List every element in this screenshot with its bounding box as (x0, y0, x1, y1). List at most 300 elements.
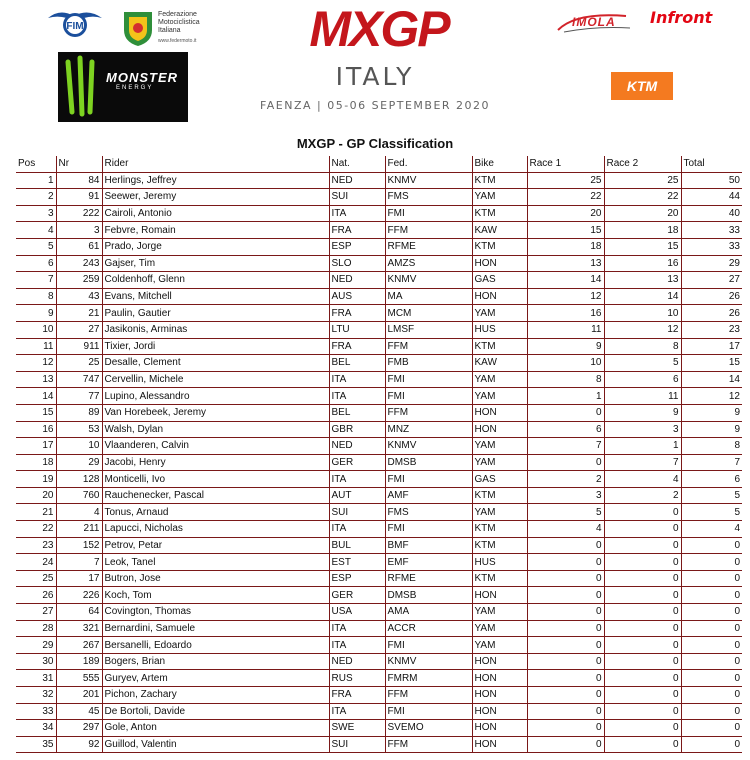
cell-bike: YAM (472, 305, 527, 322)
cell-fed: FFM (385, 404, 472, 421)
cell-nr: 91 (56, 189, 102, 206)
cell-rider: Covington, Thomas (102, 604, 329, 621)
cell-total: 5 (681, 504, 742, 521)
cell-nat: SUI (329, 736, 385, 753)
cell-race1: 0 (527, 703, 604, 720)
cell-race2: 0 (604, 637, 681, 654)
cell-nr: 297 (56, 720, 102, 737)
cell-race2: 0 (604, 504, 681, 521)
cell-race1: 0 (527, 670, 604, 687)
mxgp-logo-text: MXGP (309, 2, 449, 54)
cell-rider: Lapucci, Nicholas (102, 521, 329, 538)
cell-race2: 15 (604, 238, 681, 255)
cell-rider: Van Horebeek, Jeremy (102, 404, 329, 421)
cell-nat: FRA (329, 222, 385, 239)
table-row (16, 371, 742, 388)
cell-bike: YAM (472, 504, 527, 521)
cell-bike: YAM (472, 454, 527, 471)
table-row (16, 438, 742, 455)
cell-pos: 29 (16, 637, 56, 654)
cell-nat: ITA (329, 471, 385, 488)
cell-total: 9 (681, 404, 742, 421)
cell-race1: 2 (527, 471, 604, 488)
cell-total: 23 (681, 321, 742, 338)
cell-total: 9 (681, 421, 742, 438)
cell-nr: 25 (56, 355, 102, 372)
cell-race1: 13 (527, 255, 604, 272)
cell-fed: FMI (385, 637, 472, 654)
cell-race2: 6 (604, 371, 681, 388)
event-country: ITALY (335, 62, 415, 91)
table-row (16, 388, 742, 405)
cell-total: 29 (681, 255, 742, 272)
cell-rider: Jasikonis, Arminas (102, 321, 329, 338)
cell-race2: 0 (604, 653, 681, 670)
cell-nr: 43 (56, 288, 102, 305)
table-row (16, 736, 742, 753)
cell-pos: 12 (16, 355, 56, 372)
cell-bike: KTM (472, 238, 527, 255)
cell-total: 8 (681, 438, 742, 455)
cell-nat: FRA (329, 305, 385, 322)
cell-nat: NED (329, 653, 385, 670)
header-bike: Bike (472, 156, 527, 172)
cell-race1: 0 (527, 554, 604, 571)
cell-bike: HON (472, 404, 527, 421)
table-row (16, 471, 742, 488)
cell-total: 4 (681, 521, 742, 538)
cell-race1: 0 (527, 454, 604, 471)
cell-race2: 0 (604, 604, 681, 621)
monster-logo-text: MONSTER (106, 70, 178, 85)
cell-race2: 5 (604, 355, 681, 372)
cell-total: 0 (681, 587, 742, 604)
cell-fed: EMF (385, 554, 472, 571)
cell-rider: Tixier, Jordi (102, 338, 329, 355)
cell-nat: BUL (329, 537, 385, 554)
cell-pos: 31 (16, 670, 56, 687)
cell-race2: 3 (604, 421, 681, 438)
table-row (16, 670, 742, 687)
cell-race1: 0 (527, 604, 604, 621)
cell-fed: RFME (385, 570, 472, 587)
cell-race1: 0 (527, 720, 604, 737)
cell-fed: AMA (385, 604, 472, 621)
table-row (16, 537, 742, 554)
cell-fed: AMZS (385, 255, 472, 272)
table-row (16, 521, 742, 538)
cell-nr: 321 (56, 620, 102, 637)
cell-race1: 5 (527, 504, 604, 521)
cell-bike: HON (472, 421, 527, 438)
cell-nat: ITA (329, 637, 385, 654)
cell-total: 7 (681, 454, 742, 471)
cell-bike: YAM (472, 371, 527, 388)
cell-total: 0 (681, 604, 742, 621)
cell-fed: FMS (385, 504, 472, 521)
cell-bike: KTM (472, 570, 527, 587)
table-row (16, 421, 742, 438)
cell-fed: RFME (385, 238, 472, 255)
cell-nat: NED (329, 272, 385, 289)
cell-nr: 201 (56, 687, 102, 704)
cell-bike: HON (472, 653, 527, 670)
cell-rider: Desalle, Clement (102, 355, 329, 372)
cell-nat: USA (329, 604, 385, 621)
cell-race1: 14 (527, 272, 604, 289)
cell-total: 5 (681, 487, 742, 504)
cell-bike: KTM (472, 205, 527, 222)
cell-bike: HUS (472, 554, 527, 571)
cell-nat: ITA (329, 620, 385, 637)
cell-nr: 7 (56, 554, 102, 571)
cell-pos: 10 (16, 321, 56, 338)
cell-bike: KTM (472, 521, 527, 538)
cell-total: 0 (681, 537, 742, 554)
cell-rider: Pichon, Zachary (102, 687, 329, 704)
header-fed: Fed. (385, 156, 472, 172)
table-row (16, 338, 742, 355)
cell-race2: 1 (604, 438, 681, 455)
cell-bike: YAM (472, 438, 527, 455)
cell-race2: 4 (604, 471, 681, 488)
table-row (16, 703, 742, 720)
table-row (16, 687, 742, 704)
cell-race1: 4 (527, 521, 604, 538)
cell-nat: LTU (329, 321, 385, 338)
cell-total: 0 (681, 570, 742, 587)
cell-nr: 64 (56, 604, 102, 621)
cell-race1: 18 (527, 238, 604, 255)
table-row (16, 653, 742, 670)
cell-fed: MNZ (385, 421, 472, 438)
cell-total: 40 (681, 205, 742, 222)
cell-total: 33 (681, 238, 742, 255)
cell-nr: 226 (56, 587, 102, 604)
cell-fed: FMI (385, 388, 472, 405)
cell-bike: YAM (472, 189, 527, 206)
cell-fed: FMRM (385, 670, 472, 687)
table-row (16, 720, 742, 737)
cell-bike: YAM (472, 620, 527, 637)
cell-nat: GER (329, 454, 385, 471)
table-row (16, 305, 742, 322)
cell-rider: Vlaanderen, Calvin (102, 438, 329, 455)
header-rider: Rider (102, 156, 329, 172)
cell-nr: 92 (56, 736, 102, 753)
cell-race1: 20 (527, 205, 604, 222)
imola-logo (556, 10, 632, 34)
cell-bike: GAS (472, 471, 527, 488)
cell-fed: ACCR (385, 620, 472, 637)
cell-bike: HON (472, 720, 527, 737)
cell-nr: 4 (56, 504, 102, 521)
cell-race2: 11 (604, 388, 681, 405)
cell-race1: 0 (527, 620, 604, 637)
cell-race1: 0 (527, 637, 604, 654)
cell-nr: 10 (56, 438, 102, 455)
cell-nr: 747 (56, 371, 102, 388)
cell-bike: KTM (472, 338, 527, 355)
cell-fed: FMI (385, 703, 472, 720)
cell-race1: 22 (527, 189, 604, 206)
cell-fed: FMI (385, 471, 472, 488)
cell-race1: 25 (527, 172, 604, 189)
cell-nr: 3 (56, 222, 102, 239)
cell-bike: KAW (472, 355, 527, 372)
table-row (16, 620, 742, 637)
cell-fed: KNMV (385, 438, 472, 455)
cell-pos: 34 (16, 720, 56, 737)
cell-pos: 23 (16, 537, 56, 554)
cell-race1: 0 (527, 736, 604, 753)
cell-pos: 9 (16, 305, 56, 322)
cell-nat: GBR (329, 421, 385, 438)
cell-rider: Cairoli, Antonio (102, 205, 329, 222)
cell-race1: 16 (527, 305, 604, 322)
cell-bike: KTM (472, 487, 527, 504)
cell-nr: 29 (56, 454, 102, 471)
cell-pos: 28 (16, 620, 56, 637)
cell-total: 14 (681, 371, 742, 388)
cell-rider: Guillod, Valentin (102, 736, 329, 753)
cell-nat: RUS (329, 670, 385, 687)
cell-rider: Seewer, Jeremy (102, 189, 329, 206)
cell-race2: 16 (604, 255, 681, 272)
cell-race1: 8 (527, 371, 604, 388)
cell-nr: 211 (56, 521, 102, 538)
cell-race2: 18 (604, 222, 681, 239)
cell-bike: YAM (472, 604, 527, 621)
cell-total: 17 (681, 338, 742, 355)
cell-rider: Bersanelli, Edoardo (102, 637, 329, 654)
table-row (16, 222, 742, 239)
cell-pos: 7 (16, 272, 56, 289)
cell-nr: 61 (56, 238, 102, 255)
table-header-row (16, 156, 742, 172)
cell-fed: AMF (385, 487, 472, 504)
header-race2: Race 2 (604, 156, 681, 172)
cell-total: 6 (681, 471, 742, 488)
classification-title: MXGP - GP Classification (296, 136, 454, 151)
cell-rider: De Bortoli, Davide (102, 703, 329, 720)
cell-total: 0 (681, 554, 742, 571)
cell-pos: 32 (16, 687, 56, 704)
cell-nr: 267 (56, 637, 102, 654)
cell-bike: HON (472, 255, 527, 272)
cell-nr: 53 (56, 421, 102, 438)
cell-rider: Leok, Tanel (102, 554, 329, 571)
cell-total: 0 (681, 637, 742, 654)
cell-race1: 1 (527, 388, 604, 405)
header-total: Total (681, 156, 742, 172)
cell-nat: ITA (329, 703, 385, 720)
cell-bike: KTM (472, 537, 527, 554)
cell-total: 50 (681, 172, 742, 189)
cell-pos: 22 (16, 521, 56, 538)
cell-pos: 13 (16, 371, 56, 388)
cell-nat: GER (329, 587, 385, 604)
cell-rider: Cervellin, Michele (102, 371, 329, 388)
table-row (16, 404, 742, 421)
cell-total: 0 (681, 670, 742, 687)
mxgp-logo (284, 2, 474, 54)
table-row (16, 554, 742, 571)
cell-fed: KNMV (385, 172, 472, 189)
cell-pos: 16 (16, 421, 56, 438)
cell-pos: 11 (16, 338, 56, 355)
monster-energy-logo (58, 52, 188, 122)
cell-race2: 7 (604, 454, 681, 471)
infront-logo: Infront (650, 8, 713, 27)
header (0, 0, 750, 128)
cell-total: 44 (681, 189, 742, 206)
cell-rider: Paulin, Gautier (102, 305, 329, 322)
header-race1: Race 1 (527, 156, 604, 172)
cell-nr: 89 (56, 404, 102, 421)
cell-total: 0 (681, 736, 742, 753)
cell-nat: ESP (329, 570, 385, 587)
cell-rider: Gole, Anton (102, 720, 329, 737)
table-row (16, 604, 742, 621)
cell-fed: FFM (385, 222, 472, 239)
cell-pos: 35 (16, 736, 56, 753)
cell-bike: GAS (472, 272, 527, 289)
cell-pos: 14 (16, 388, 56, 405)
cell-nr: 21 (56, 305, 102, 322)
cell-rider: Evans, Mitchell (102, 288, 329, 305)
fim-logo-text: FIM (66, 21, 84, 32)
cell-pos: 26 (16, 587, 56, 604)
cell-rider: Koch, Tom (102, 587, 329, 604)
cell-fed: MCM (385, 305, 472, 322)
cell-pos: 3 (16, 205, 56, 222)
cell-nr: 555 (56, 670, 102, 687)
table-row (16, 272, 742, 289)
cell-pos: 1 (16, 172, 56, 189)
fmi-logo-text: Federazione Motociclistica Italiana (158, 11, 200, 34)
ktm-logo-text: KTM (626, 78, 658, 94)
cell-fed: KNMV (385, 653, 472, 670)
cell-pos: 33 (16, 703, 56, 720)
header-nat: Nat. (329, 156, 385, 172)
cell-total: 26 (681, 288, 742, 305)
cell-fed: FMS (385, 189, 472, 206)
cell-race2: 20 (604, 205, 681, 222)
cell-rider: Butron, Jose (102, 570, 329, 587)
cell-nat: NED (329, 438, 385, 455)
cell-rider: Tonus, Arnaud (102, 504, 329, 521)
cell-nr: 259 (56, 272, 102, 289)
cell-rider: Guryev, Artem (102, 670, 329, 687)
header-pos: Pos (16, 156, 56, 172)
cell-nat: ITA (329, 388, 385, 405)
header-nr: Nr (56, 156, 102, 172)
cell-bike: HON (472, 587, 527, 604)
cell-race1: 9 (527, 338, 604, 355)
cell-bike: YAM (472, 388, 527, 405)
cell-pos: 5 (16, 238, 56, 255)
cell-fed: FMI (385, 205, 472, 222)
cell-rider: Walsh, Dylan (102, 421, 329, 438)
cell-rider: Herlings, Jeffrey (102, 172, 329, 189)
cell-bike: HON (472, 687, 527, 704)
cell-race1: 0 (527, 653, 604, 670)
cell-pos: 17 (16, 438, 56, 455)
cell-bike: YAM (472, 637, 527, 654)
table-row (16, 504, 742, 521)
cell-fed: FFM (385, 736, 472, 753)
cell-rider: Febvre, Romain (102, 222, 329, 239)
cell-rider: Prado, Jorge (102, 238, 329, 255)
cell-nr: 243 (56, 255, 102, 272)
cell-nr: 84 (56, 172, 102, 189)
table-row (16, 487, 742, 504)
cell-nat: SUI (329, 189, 385, 206)
table-row (16, 288, 742, 305)
cell-race1: 11 (527, 321, 604, 338)
cell-race2: 0 (604, 554, 681, 571)
cell-race2: 0 (604, 703, 681, 720)
cell-race1: 7 (527, 438, 604, 455)
cell-race1: 0 (527, 570, 604, 587)
table-row (16, 570, 742, 587)
cell-race2: 0 (604, 521, 681, 538)
cell-pos: 21 (16, 504, 56, 521)
cell-pos: 15 (16, 404, 56, 421)
cell-nat: EST (329, 554, 385, 571)
table-row (16, 587, 742, 604)
cell-race2: 13 (604, 272, 681, 289)
cell-race1: 0 (527, 587, 604, 604)
cell-fed: FMI (385, 371, 472, 388)
cell-race2: 10 (604, 305, 681, 322)
cell-pos: 6 (16, 255, 56, 272)
cell-pos: 24 (16, 554, 56, 571)
cell-nat: AUS (329, 288, 385, 305)
cell-race2: 0 (604, 687, 681, 704)
cell-rider: Lupino, Alessandro (102, 388, 329, 405)
cell-nr: 222 (56, 205, 102, 222)
cell-nr: 189 (56, 653, 102, 670)
cell-rider: Petrov, Petar (102, 537, 329, 554)
cell-race2: 0 (604, 736, 681, 753)
cell-nat: BEL (329, 355, 385, 372)
cell-race1: 10 (527, 355, 604, 372)
cell-bike: HON (472, 670, 527, 687)
cell-total: 26 (681, 305, 742, 322)
fim-logo (46, 8, 104, 38)
cell-rider: Jacobi, Henry (102, 454, 329, 471)
cell-race1: 12 (527, 288, 604, 305)
cell-fed: MA (385, 288, 472, 305)
cell-fed: FFM (385, 687, 472, 704)
cell-nat: ITA (329, 371, 385, 388)
cell-fed: BMF (385, 537, 472, 554)
cell-bike: KTM (472, 172, 527, 189)
table-row (16, 255, 742, 272)
cell-total: 0 (681, 653, 742, 670)
cell-total: 15 (681, 355, 742, 372)
cell-race2: 8 (604, 338, 681, 355)
cell-total: 27 (681, 272, 742, 289)
cell-bike: HON (472, 736, 527, 753)
fmi-logo-url: www.federmoto.it (158, 38, 197, 44)
cell-nat: ESP (329, 238, 385, 255)
cell-bike: KAW (472, 222, 527, 239)
cell-race2: 0 (604, 537, 681, 554)
table-row (16, 189, 742, 206)
